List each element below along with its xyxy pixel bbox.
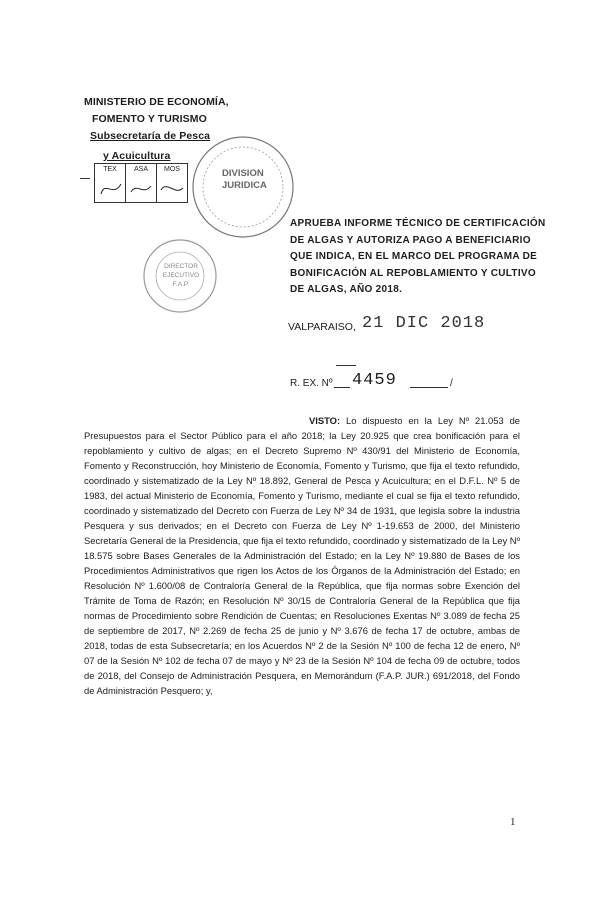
- place-label: VALPARAISO,: [288, 321, 356, 333]
- rex-suffix: /: [450, 378, 453, 389]
- ministry-name-line1: MINISTERIO DE ECONOMÍA,: [84, 96, 229, 108]
- visto-label: VISTO:: [309, 415, 341, 426]
- subsecretaria-line2: y Acuicultura: [103, 150, 171, 162]
- rex-prefix: R. EX. Nº: [290, 378, 333, 389]
- page-number: 1: [510, 816, 516, 828]
- date-stamp: 21 DIC 2018: [362, 314, 486, 333]
- rex-number: 4459: [352, 371, 397, 390]
- division-juridica-text: DIVISION JURIDICA: [222, 168, 267, 191]
- ministry-name-line2: FOMENTO Y TURISMO: [92, 113, 207, 125]
- initials-col-3-label: MOS: [164, 166, 180, 173]
- visto-paragraph: [84, 413, 520, 698]
- director-round-stamp-text: DIRECTOR EJECUTIVO F.A.P.: [162, 263, 200, 288]
- margin-dash: [80, 178, 90, 179]
- resolution-title: APRUEBA INFORME TÉCNICO DE CERTIFICACIÓN DE ALGAS Y AUTORIZA PAGO A BENEFICIARIO QUE INDICA, EN EL MARCO DEL PROGRAMA DE BONIFICACIÓN AL REPOBLAMIENTO Y CULTIVO DE ALGAS, AÑO 2018.: [290, 218, 546, 295]
- rex-line-right: [410, 387, 448, 388]
- initials-col-2-label: ASA: [133, 166, 148, 173]
- initials-box: [94, 163, 188, 203]
- subsecretaria-line1: Subsecretaría de Pesca: [90, 130, 211, 142]
- rex-top-dash: [336, 365, 356, 366]
- visto-text: Lo dispuesto en la Ley Nº 21.053 de Presupuestos para el Sector Público para el año 2018; la Ley 20.925 que crea bonificación para el repoblamiento y cultivo de algas; en el Decreto Supremo Nº 430/91 del Ministerio de Economía, Fomento y Reconstrucción, hoy Ministerio de Economía, Fomento y Turismo, que fija el texto refundido, coordinado y sistematizado de la Ley Nº 18.892, General de Pesca y Acuicultura; en el D.F.L. Nº 5 de 1983, del actual Ministerio de Economía, Fomento y Turismo, mediante el cual se fija el texto refundido, coordinado y sistematizado del Decreto con Fuerza de Ley Nº 34 de 1931, que legisla sobre la industria Pesquera y sus derivados; en el Decreto con Fuerza de Ley Nº 1-19.653 de 2000, del Ministerio Secretaría General de la Presidencia, que fija el texto refundido, coordinado y sistematizado de la Ley Nº 18.575 sobre Bases Generales de la Administración del Estado; en la Ley Nº 19.880 de Bases de los Procedimientos Administrativos que rigen los Actos de los Órganos de la Administración del Estado; en Resolución Nº 1.600/08 de Contraloría General de la República, que fija normas sobre Exención del Trámite de Toma de Razón; en Resolución Nº 30/15 de Contraloría General de la República que fija normas de Procedimiento sobre Rendición de Cuentas; en Resoluciones Exentas Nº 3.089 de fecha 25 de septiembre de 2017, Nº 2.269 de fecha 25 de junio y Nº 3.676 de fecha 17 de octubre, ambas de 2018, todas de esta Subsecretaría; en los Acuerdos Nº 2 de la Sesión Nº 100 de fecha 12 de enero, Nº 07 de la Sesión Nº 102 de fecha 07 de mayo y Nº 23 de la Sesión Nº 104 de fecha 09 de octubre, todos de 2018, del Consejo de Administración Pesquera, en Memorándum (F.A.P. JUR.) 691/2018, del Fondo de Administración Pesquero; y,: [84, 415, 520, 696]
- rex-line-left: [334, 387, 350, 388]
- handwritten-initials-signature: [95, 176, 187, 200]
- initials-col-1-label: TEX: [103, 166, 117, 173]
